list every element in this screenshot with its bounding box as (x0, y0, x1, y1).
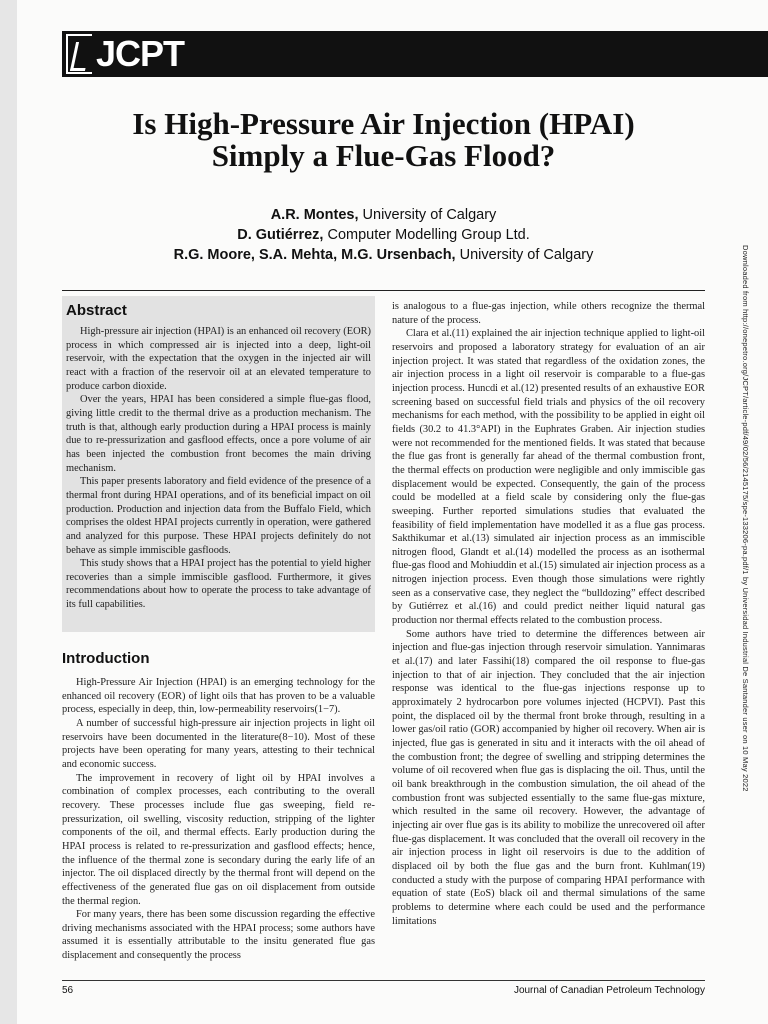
abstract-paragraph: This study shows that a HPAI project has the potential to yield higher recoveries than a simple immiscible gasflood. Furthermore, it gives recommendations about how to operate the process to take advantage of its full capabilities. (66, 558, 371, 611)
intro-paragraph: A number of successful high-pressure air injection projects in light oil reservoirs have been documented in the literature(8−10). Most of these projects have been operating for many years, attesting to their technical and economic success. (62, 717, 375, 770)
download-watermark (737, 245, 751, 805)
title-line-1: Is High-Pressure Air Injection (HPAI) (132, 106, 635, 141)
abstract-heading: Abstract (66, 302, 127, 319)
abstract-body (66, 325, 371, 612)
page-number: 56 (62, 985, 74, 996)
author-affiliation: Computer Modelling Group Ltd. (323, 227, 530, 243)
abstract-paragraph: This paper presents laboratory and field evidence of the presence of a thermal front during HPAI operations, and of its beneficial impact on oil production. Production and injection data from the Buffalo Field, which comprises the oldest HPAI projects currently in operation, were gathered and analyzed for this purpose. These HPAI projects definitely do not behave as simple immiscible gasfloods. (66, 476, 371, 556)
title-line-2: Simply a Flue-Gas Flood? (211, 138, 556, 173)
footer-divider (62, 980, 705, 981)
author-line (62, 245, 705, 265)
abstract-paragraph: Over the years, HPAI has been considered a simple flue-gas flood, giving little credit to the thermal drive as a production mechanism. The truth is that, although early production during a HPAI process is mainly due to re-pressurization and gasflood effects, once a pore volume of air has been injected the combustion front becomes the main driving mechanism. (66, 394, 371, 474)
article-title (62, 108, 705, 172)
jcpt-logo-icon (66, 34, 92, 74)
author-affiliation: University of Calgary (358, 207, 497, 223)
journal-logo-text: JCPT (96, 33, 185, 74)
body-paragraph: Some authors have tried to determine the differences between air injection and flue-gas injection through reservoir simulation. Yannimaras et al.(17) and later Fassihi(18) compared the oil response to flue-gas injection to that of air injection. They concluded that the air injection response was identical to the flue-gas injections response up to approximately 2 hydrocarbon pore volumes injected (HCPVI). Past this point, the displaced oil by the thermal front broke through, resulting in a lower gas/oil ratio (GOR) accompanied by higher oil recovery. When air is injected, flue gas is generated in situ and it interacts with the oil ahead of the combustion front; the degree of swelling and stripping determines the volume of oil recovered when flue gas is displacing the oil. Thus, until the oil bank breakthrough in the combustion simulation, the oil ahead of the combustion front was subjected essentially to the same flue-gas mixture, which resulted in the same oil recovery. However, the advantage of injecting air over flue gas is its ability to mobilize the unrecovered oil after flue-gas displacement. It was concluded that the overall oil recovery in the air injection process in light oil reservoirs is due to the addition of displaced oil by both the flue gas and the burn front. Kuhlman(19) conducted a study with the purpose of comparing HPAI performance with equation of state (EoS) black oil and thermal simulations of the same problems to determine where each could be used and the performance limitations (392, 628, 705, 927)
intro-paragraph: The improvement in recovery of light oil by HPAI involves a combination of complex processes, each contributing to the overall recovery. These processes include flue gas sweeping, field re-pressurization, oil swelling, viscosity reduction, stripping of the lighter components of the oil, and thermal effects. Early production during the HPAI process is related to re-pressurization and gasflood effects; hence, the influence of the thermal zone is secondary during the early life of an injector. The oil displaced directly by the thermal front will depend on the effectiveness of the generated flue gas on oil displacement from outside the thermal region. (62, 772, 375, 907)
intro-paragraph: For many years, there has been some discussion regarding the effective driving mechanisms associated with the HPAI process; some authors have assumed it is essentially attributable to the insitu generated flue gas displacement and consequently the process (62, 909, 375, 962)
body-paragraph: is analogous to a flue-gas injection, while others recognize the thermal nature of the process. (392, 301, 705, 326)
download-watermark-text: Downloaded from http://onepetro.org/JCPT/article-pdf/49/02/56/2145175/spe-133206-pa.pdf/1 by Universidad Industrial De Santander user on 10 May 2022 (741, 245, 750, 792)
author-line (62, 225, 705, 245)
introduction-body (62, 676, 375, 963)
introduction-heading: Introduction (62, 650, 150, 667)
author-list (62, 205, 705, 265)
author-names: R.G. Moore, S.A. Mehta, M.G. Ursenbach, (173, 247, 456, 263)
author-line (62, 205, 705, 225)
header-divider (62, 290, 705, 291)
journal-banner (62, 31, 768, 77)
body-paragraph: Clara et al.(11) explained the air injection technique applied to light-oil reservoirs and proposed a laboratory strategy for evaluation of an air injection project. It was stated that regardless of the oxidation zones, the air injection process in a light oil reservoir is comparable to a flue-gas injection process. Huncdi et al.(12) presented results of an exhaustive EOR screening based on successful field trials and physics of the oil recovery mechanisms for each method, with the possibility to be applied in eight oil fields (30.2 to 41.3°API) in the Euphrates Graben. Air injection studies were not recommended for the mentioned fields. It was stated that because the flue gas front is generally far ahead of the thermal combustion front, the thermal effects on production were negligible and only immiscible gas displacement would be expected. Consequently, the gain of the process could be modelled at a field scale by considering only the flue-gas sweeping. Further reported simulations studies that evaluated the feasibility of field implementation have modelled it as a flue gas process. Sakthikumar et al.(13) simulated air injection process as an immiscible nitrogen flood, Glandt et al.(14) modelled the process as an isothermal flue-gas flood and Mohiuddin et al.(15) simulated air injection process as a nitrogen injection process. Even though those simulations were rightly seen as a conservative case, they neglect the “bulldozing” effect described by Gutiérrez et al.(16) and could predict neither liquid natural gas production nor thermal effects related to the combustion process. (392, 328, 705, 627)
journal-name: Journal of Canadian Petroleum Technology (513, 985, 705, 996)
abstract-paragraph: High-pressure air injection (HPAI) is an enhanced oil recovery (EOR) process in which compressed air is injected into a deep, light-oil reservoir, with the expectation that the oxygen in the injected air will react with a fraction of the reservoir oil at an elevated temperature to produce carbon dioxide. (66, 326, 371, 392)
intro-paragraph: High-Pressure Air Injection (HPAI) is an emerging technology for the enhanced oil recovery (EOR) of light oils that has proven to be a valuable process, especially in deep, thin, low-permeability reservoirs(1−7). (62, 677, 375, 716)
author-affiliation: University of Calgary (455, 247, 594, 263)
right-column-body (392, 300, 705, 928)
author-names: A.R. Montes, (270, 207, 359, 223)
author-names: D. Gutiérrez, (237, 227, 324, 243)
